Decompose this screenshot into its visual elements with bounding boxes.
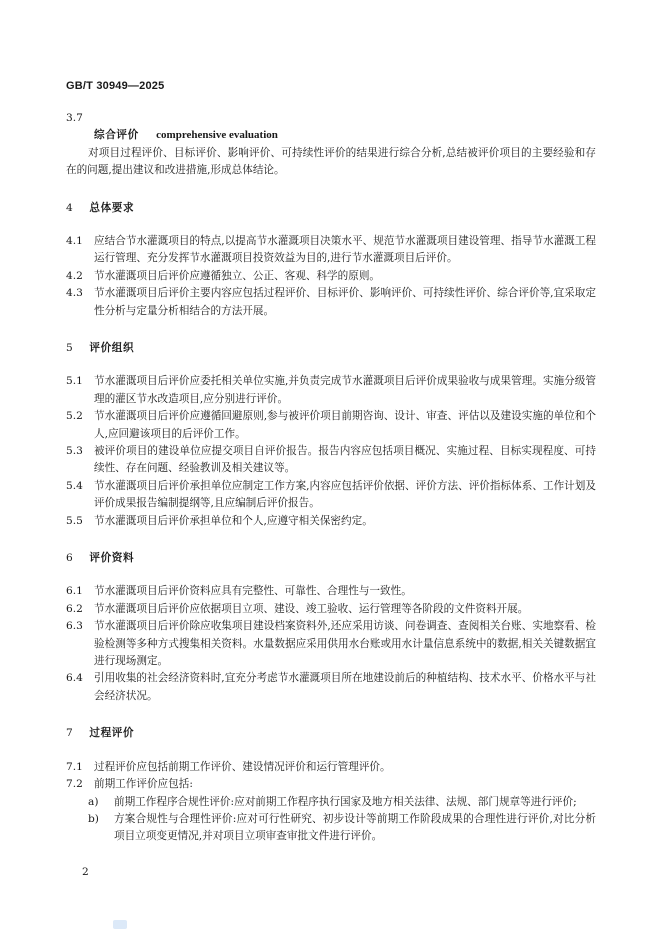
term-name <box>94 127 596 144</box>
clause-text: 节水灌溉项目后评价承担单位应制定工作方案,内容应包括评价依据、评价方法、评价指标体系、工作计划及评价成果报告编制提纲等,且应编制后评价报告。 <box>94 479 596 510</box>
clause-7-1 <box>66 759 596 776</box>
clause-number: 5.3 <box>66 445 83 458</box>
section-number: 6 <box>66 552 73 565</box>
section-heading-4 <box>66 200 596 217</box>
section-number: 7 <box>66 727 73 740</box>
clause-text: 节水灌溉项目后评价资料应具有完整性、可靠性、合理性与一致性。 <box>94 585 412 598</box>
term-name-english: comprehensive evaluation <box>156 129 278 142</box>
clause-5-5 <box>66 513 596 530</box>
term-definition: 对项目过程评价、目标评价、影响评价、可持续性评价的结果进行综合分析,总结被评价项目的主要经验和存在的问题,提出建议和改进措施,形成总体结论。 <box>66 146 596 177</box>
clause-number: 5.1 <box>66 375 83 388</box>
list-item-text: 方案合规性与合理性评价:应对可行性研究、初步设计等前期工作阶段成果的合理性进行评价,对比分析项目立项变更情况,并对项目立项审查审批文件进行评价。 <box>114 812 596 843</box>
clause-5-4 <box>66 478 596 513</box>
clause-4-2 <box>66 268 596 285</box>
clause-text: 节水灌溉项目后评价承担单位和个人,应遵守相关保密约定。 <box>94 514 373 527</box>
clause-5-3 <box>66 443 596 478</box>
clause-5-1 <box>66 373 596 408</box>
page-number: 2 <box>82 866 89 878</box>
term-number: 3.7 <box>66 112 83 124</box>
clause-6-4 <box>66 670 596 705</box>
clause-number: 5.2 <box>66 410 83 423</box>
section-title: 评价组织 <box>89 342 135 355</box>
section-number: 4 <box>66 201 73 214</box>
clause-number: 6.1 <box>66 585 83 598</box>
clause-number: 5.5 <box>66 514 83 527</box>
clause-7-2 <box>66 776 596 793</box>
clause-text: 节水灌溉项目后评价应委托相关单位实施,并负责完成节水灌溉项目后评价成果验收与成果管理。实施分级管理的灌区节水改造项目,应分别进行评价。 <box>94 375 596 405</box>
clause-number: 6.4 <box>66 672 83 685</box>
list-item-a <box>88 794 596 811</box>
section-heading-6 <box>66 550 596 567</box>
term-name-chinese: 综合评价 <box>94 129 139 142</box>
section-number: 5 <box>66 342 73 355</box>
clause-number: 6.3 <box>66 620 83 633</box>
clause-number: 6.2 <box>66 602 83 615</box>
clause-number: 4.2 <box>66 269 83 282</box>
clause-number: 4.1 <box>66 234 83 247</box>
clause-text: 引用收集的社会经济资料时,宜充分考虑节水灌溉项目所在地建设前后的种植结构、技术水平、价格水平与社会经济状况。 <box>94 672 596 702</box>
list-item-text: 前期工作程序合规性评价:应对前期工作程序执行国家及地方相关法律、法规、部门规章等进行评价; <box>114 795 577 808</box>
clause-text: 过程评价应包括前期工作评价、建设情况评价和运行管理评价。 <box>94 760 391 773</box>
clause-6-1 <box>66 583 596 600</box>
clause-text: 节水灌溉项目后评价应遵循回避原则,参与被评价项目前期咨询、设计、审查、评估以及建设实施的单位和个人,应回避该项目的后评价工作。 <box>94 410 596 440</box>
list-marker: a) <box>88 795 99 808</box>
clause-text: 节水灌溉项目后评价除应收集项目建设档案资料外,还应采用访谈、问卷调查、查阅相关台账、实地察看、检验检测等多种方式搜集相关资料。水量数据应采用供用水台账或用水计量信息系统中的数据,相关关键数据宜进行现场测定。 <box>94 620 596 668</box>
page-content <box>66 110 596 846</box>
standard-code-header: GB/T 30949—2025 <box>66 80 165 92</box>
clause-text: 节水灌溉项目后评价主要内容应包括过程评价、目标评价、影响评价、可持续性评价、综合评价等,宜采取定性分析与定量分析相结合的方法开展。 <box>94 287 596 317</box>
clause-4-3 <box>66 285 596 320</box>
clause-6-2 <box>66 601 596 618</box>
clause-number: 7.2 <box>66 778 83 791</box>
section-title: 评价资料 <box>89 552 135 565</box>
list-item-b <box>88 811 596 846</box>
clause-text: 节水灌溉项目后评价应遵循独立、公正、客观、科学的原则。 <box>94 269 381 282</box>
clause-text: 前期工作评价应包括: <box>94 778 193 791</box>
watermark-stamp <box>113 920 127 929</box>
list-marker: b) <box>88 812 99 825</box>
clause-4-1 <box>66 233 596 268</box>
clause-text: 节水灌溉项目后评价应依据项目立项、建设、竣工验收、运行管理等各阶段的文件资料开展。 <box>94 602 529 615</box>
clause-number: 7.1 <box>66 760 83 773</box>
section-title: 过程评价 <box>89 727 135 740</box>
section-heading-5 <box>66 340 596 357</box>
clause-5-2 <box>66 408 596 443</box>
clause-number: 4.3 <box>66 287 83 300</box>
clause-text: 被评价项目的建设单位应提交项目自评价报告。报告内容应包括项目概况、实施过程、目标实现程度、可持续性、存在问题、经验教训及相关建议等。 <box>94 445 596 475</box>
clause-text: 应结合节水灌溉项目的特点,以提高节水灌溉项目决策水平、规范节水灌溉项目建设管理、指导节水灌溉工程运行管理、充分发挥节水灌溉项目投资效益为目的,进行节水灌溉项目后评价。 <box>94 234 596 265</box>
section-heading-7 <box>66 725 596 742</box>
clause-6-3 <box>66 618 596 670</box>
clause-number: 5.4 <box>66 479 83 492</box>
section-title: 总体要求 <box>89 201 135 214</box>
